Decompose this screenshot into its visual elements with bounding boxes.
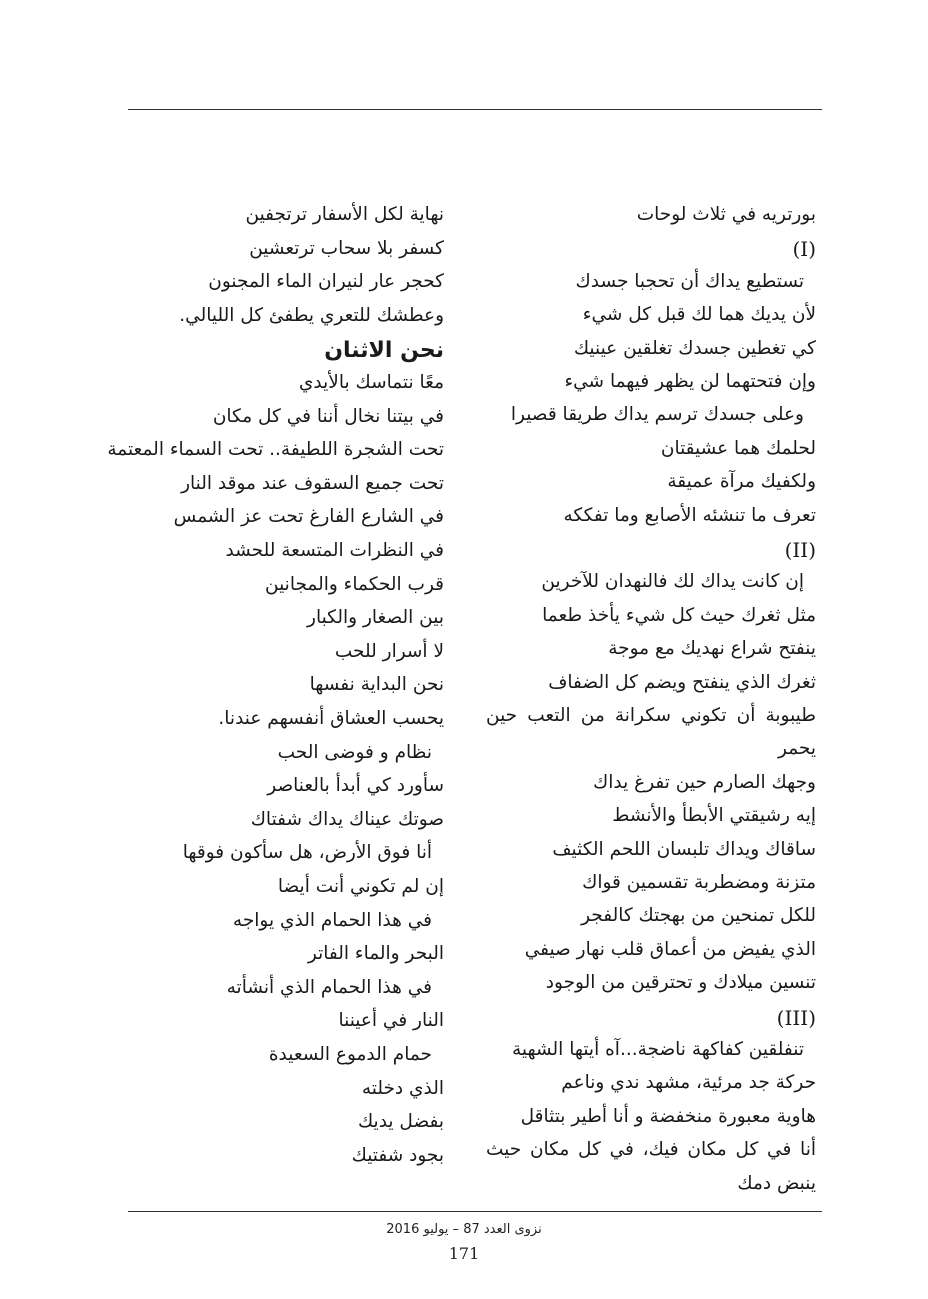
poem-line: يحمر [778, 738, 816, 760]
poem-line: يحسب العشاق أنفسهم عندنا. [218, 708, 444, 729]
poem-line: لا أسرار للحب [334, 640, 444, 662]
poem-line: ساقاك ويداك تلبسان اللحم الكثيف [552, 838, 816, 860]
poem-line: النار في أعيننا [338, 1010, 444, 1032]
poem-line: حركة جد مرئية، مشهد ندي وناعم [561, 1072, 816, 1094]
poem-line: متزنة ومضطربة تقسمين قواك [582, 872, 816, 893]
poem-line: لحلمك هما عشيقتان [660, 437, 816, 459]
poem-line: قرب الحكماء والمجانين [265, 573, 444, 595]
poem-line: معًا نتماسك بالأيدي [298, 372, 444, 393]
poem-line: البحر والماء الفاتر [307, 943, 444, 965]
poem-line: إن لم تكوني أنت أيضا [277, 876, 444, 897]
poem-line: ينفتح شراع نهديك مع موجة [608, 638, 816, 660]
poem-line: سأورد كي أبدأ بالعناصر [267, 775, 444, 797]
poem-line: ثغرك الذي ينفتح ويضم كل الضفاف [548, 671, 816, 693]
poem-line: هاوية معبورة منخفضة و أنا أطير بتثاقل [520, 1105, 816, 1127]
poem-line: نهاية لكل الأسفار ترتجفين [245, 204, 444, 225]
poem-line: بفضل يديك [357, 1111, 444, 1133]
issue-label: نزوى العدد 87 – يوليو 2016 [386, 1222, 542, 1237]
poem-line: تستطيع يداك أن تحجبا جسدك [575, 270, 804, 292]
poem-line: كسفر بلا سحاب ترتعشين [249, 237, 444, 259]
header-rule [128, 109, 822, 110]
poem-line: أنا فوق الأرض، هل سأكون فوقها [182, 842, 432, 864]
poem-line: في بيتنا نخال أننا في كل مكان [212, 405, 444, 427]
poem-line: بين الصغار والكبار [307, 607, 444, 629]
poem-line: تعرف ما تنشئه الأصابع وما تفككه [563, 504, 816, 526]
poem-line: وإن فتحتهما لن يظهر فيهما شيء [564, 371, 816, 392]
poem-line: في النظرات المتسعة للحشد [225, 540, 444, 561]
poem-line: تحت الشجرة اللطيفة.. تحت السماء المعتمة [107, 439, 444, 461]
poem-line: للكل تمنحين من بهجتك كالفجر [581, 905, 816, 927]
poem-line: وجهك الصارم حين تفرغ يداك [593, 771, 816, 793]
poem-line: في هذا الحمام الذي يواجه [232, 909, 432, 931]
poem-line: بجود شفتيك [351, 1144, 444, 1166]
poem-line: الذي دخلته [361, 1077, 444, 1099]
poem-line: صوتك عيناك يداك شفتاك [250, 808, 444, 830]
page-number: 171 [448, 1244, 480, 1263]
poem-line: مثل ثغرك حيث كل شيء يأخذ طعما [542, 604, 816, 626]
footer-rule [128, 1211, 822, 1212]
poem-line: إن كانت يداك لك فالنهدان للآخرين [541, 571, 804, 593]
poem-line: بورتريه في ثلاث لوحات [636, 204, 816, 225]
poem-line: لأن يديك هما لك قبل كل شيء [582, 304, 816, 326]
poem-line: كي تغطين جسدك تغلقين عينيك [573, 337, 816, 359]
poem-line: طيبوبة أن تكوني سكرانة من التعب حين [486, 705, 816, 726]
poem-line: نحن البداية نفسها [309, 674, 444, 696]
poem-line: وعلى جسدك ترسم يداك طريقا قصيرا [510, 404, 804, 426]
poem-line: ولكفيك مرآة عميقة [667, 471, 816, 493]
poem-line: في الشارع الفارغ تحت عز الشمس [173, 506, 444, 528]
part-marker: (II) [784, 538, 816, 562]
poem-line: إيه رشيقتي الأبطأ والأنشط [612, 805, 816, 827]
poem-line: كحجر عار لنيران الماء المجنون [208, 271, 444, 293]
poem-line: تنفلقين كفاكهة ناضجة...آه أيتها الشهية [512, 1039, 804, 1060]
poem-line: ينبض دمك [737, 1172, 816, 1194]
part-marker: (I) [792, 237, 816, 262]
section-heading: نحن الاثنان [324, 338, 444, 364]
poem-line: تنسين ميلادك و تحترقين من الوجود [545, 972, 816, 994]
poem-line: أنا في كل مكان فيك، في كل مكان حيث [486, 1139, 816, 1161]
poem-line: حمام الدموع السعيدة [268, 1044, 432, 1065]
poem-line: في هذا الحمام الذي أنشأته [226, 976, 432, 998]
poem-line: الذي يفيض من أعماق قلب نهار صيفي [524, 938, 816, 960]
poem-line: تحت جميع السقوف عند موقد النار [181, 472, 444, 494]
part-marker: (III) [776, 1005, 816, 1030]
poem-line: نظام و فوضى الحب [277, 741, 432, 763]
poem-line: وعطشك للتعري يطفئ كل الليالي. [179, 304, 444, 326]
